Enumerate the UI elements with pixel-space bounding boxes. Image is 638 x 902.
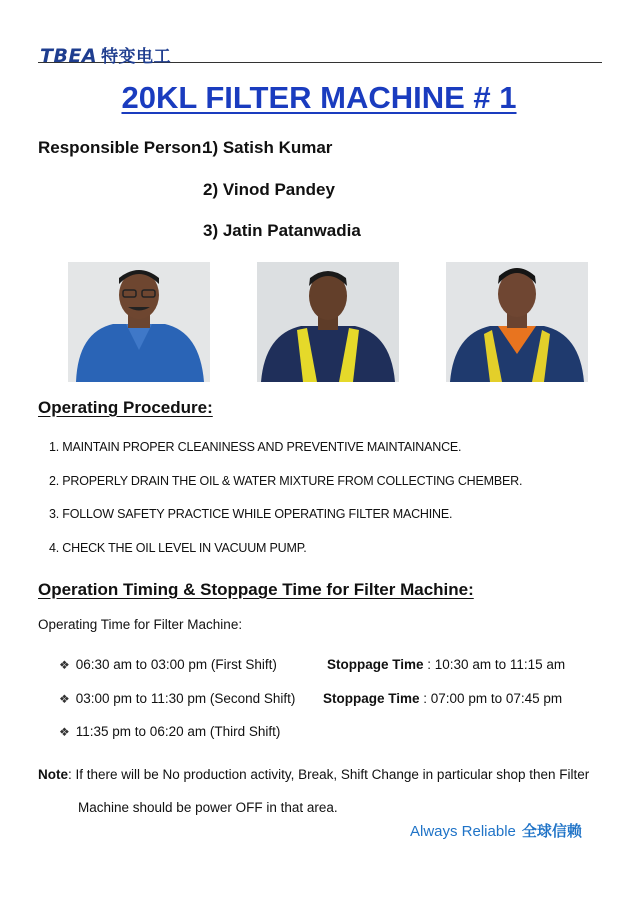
note-line-1 [38, 767, 589, 782]
diamond-bullet-icon: ❖ [59, 725, 70, 739]
logo-text: TBEA [40, 45, 98, 67]
footer-slogan [410, 820, 582, 841]
shift-2 [59, 691, 295, 706]
logo-chinese-text: 特变电工 [101, 47, 172, 67]
stoppage-1 [327, 657, 565, 672]
shift-1-time: 06:30 am to 03:00 pm (First Shift) [75, 657, 277, 672]
person-photo-1 [68, 262, 210, 382]
procedure-item-1: 1. MAINTAIN PROPER CLEANINESS AND PREVENTIVE MAINTAINANCE. [49, 440, 462, 454]
shift-1 [59, 657, 277, 672]
page-title: 20KL FILTER MACHINE # 1 [121, 80, 517, 115]
shift-3 [59, 724, 280, 739]
shift-3-time: 11:35 pm to 06:20 am (Third Shift) [75, 724, 281, 739]
operating-procedure-heading: Operating Procedure: [38, 398, 213, 417]
diamond-bullet-icon: ❖ [59, 692, 70, 706]
responsible-label: Responsible Person: [38, 138, 208, 157]
slogan-chinese-text: 全球信赖 [521, 823, 582, 840]
page-header [38, 40, 602, 67]
diamond-bullet-icon: ❖ [59, 658, 70, 672]
procedure-item-3: 3. FOLLOW SAFETY PRACTICE WHILE OPERATING FILTER MACHINE. [49, 507, 453, 521]
responsible-person-2: 2) Vinod Pandey [203, 180, 335, 199]
responsible-person-1: 1) Satish Kumar [203, 138, 333, 157]
shift-2-time: 03:00 pm to 11:30 pm (Second Shift) [75, 691, 296, 706]
responsible-person-3: 3) Jatin Patanwadia [203, 221, 361, 240]
procedure-item-4: 4. CHECK THE OIL LEVEL IN VACUUM PUMP. [49, 541, 307, 555]
note-text-1: : If there will be No production activity, Break, Shift Change in particular shop then Filter [68, 767, 590, 782]
slogan-text: Always Reliable [410, 823, 516, 840]
operating-time-subheading: Operating Time for Filter Machine: [38, 617, 243, 632]
person-photo-3 [446, 262, 588, 382]
note-line-2: Machine should be power OFF in that area. [78, 800, 338, 815]
stoppage-2-label: Stoppage Time [323, 691, 420, 706]
tbea-logo [40, 42, 171, 67]
person-photo-2 [257, 262, 399, 382]
stoppage-1-value: : 10:30 am to 11:15 am [423, 657, 566, 672]
note-label: Note [38, 767, 68, 782]
timing-heading: Operation Timing & Stoppage Time for Filter Machine: [38, 580, 474, 599]
stoppage-2 [323, 691, 562, 706]
stoppage-2-value: : 07:00 pm to 07:45 pm [419, 691, 563, 706]
stoppage-1-label: Stoppage Time [327, 657, 424, 672]
procedure-item-2: 2. PROPERLY DRAIN THE OIL & WATER MIXTURE FROM COLLECTING CHEMBER. [49, 474, 523, 488]
